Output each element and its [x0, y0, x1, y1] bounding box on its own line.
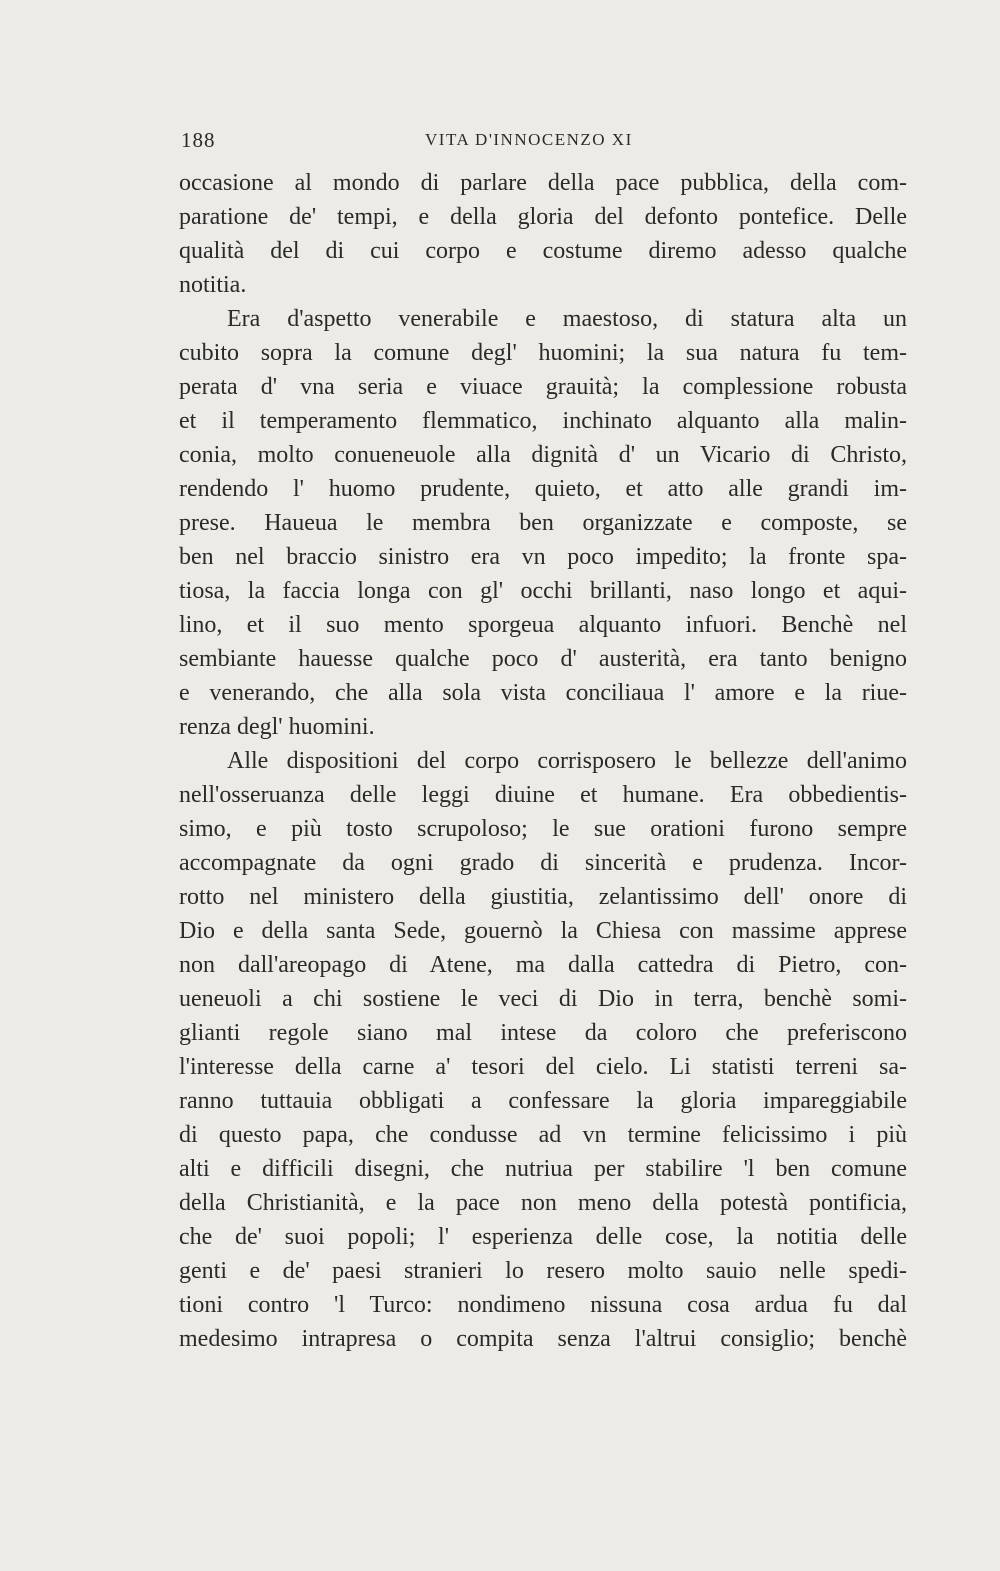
body-text	[179, 166, 907, 1356]
text-line: l'interesse della carne a' tesori del cielo. Li statisti terreni sa-	[179, 1054, 907, 1080]
text-line: e venerando, che alla sola vista conciliaua l' amore e la riue-	[179, 680, 907, 706]
text-line: nell'osseruanza delle leggi diuine et humane. Era obbedientis-	[179, 782, 907, 808]
text-line: renza degl' huomini.	[179, 714, 375, 740]
text-line: Dio e della santa Sede, gouernò la Chiesa con massime apprese	[179, 918, 907, 944]
text-line: glianti regole siano mal intese da coloro che preferiscono	[179, 1020, 907, 1046]
running-title: VITA D'INNOCENZO XI	[425, 130, 633, 149]
text-line: perata d' vna seria e viuace grauità; la complessione robusta	[179, 374, 907, 400]
text-line: et il temperamento flemmatico, inchinato alquanto alla malin-	[179, 408, 907, 434]
text-line: ranno tuttauia obbligati a confessare la gloria impareggiabile	[179, 1088, 907, 1114]
text-line: Alle dispositioni del corpo corrisposero le bellezze dell'animo	[227, 748, 907, 774]
text-line: sembiante hauesse qualche poco d' austerità, era tanto benigno	[179, 646, 907, 672]
text-line: conia, molto conueneuole alla dignità d' un Vicario di Christo,	[179, 442, 907, 468]
page-number: 188	[181, 128, 216, 152]
text-line: Era d'aspetto venerabile e maestoso, di statura alta un	[227, 306, 907, 332]
text-line: notitia.	[179, 272, 247, 298]
text-line: rendendo l' huomo prudente, quieto, et atto alle grandi im-	[179, 476, 907, 502]
text-line: ueneuoli a chi sostiene le veci di Dio in terra, benchè somi-	[179, 986, 907, 1012]
text-line: non dall'areopago di Atene, ma dalla cattedra di Pietro, con-	[179, 952, 907, 978]
text-line: paratione de' tempi, e della gloria del defonto pontefice. Delle	[179, 204, 907, 230]
text-line: che de' suoi popoli; l' esperienza delle cose, la notitia delle	[179, 1224, 907, 1250]
text-line: di questo papa, che condusse ad vn termine felicissimo i più	[179, 1122, 907, 1148]
text-line: tiosa, la faccia longa con gl' occhi brillanti, naso longo et aqui-	[179, 578, 907, 604]
text-line: genti e de' paesi stranieri lo resero molto sauio nelle spedi-	[179, 1258, 907, 1284]
text-line: lino, et il suo mento sporgeua alquanto infuori. Benchè nel	[179, 612, 907, 638]
text-line: rotto nel ministero della giustitia, zelantissimo dell' onore di	[179, 884, 907, 910]
text-line: alti e difficili disegni, che nutriua per stabilire 'l ben comune	[179, 1156, 907, 1182]
text-line: simo, e più tosto scrupoloso; le sue orationi furono sempre	[179, 816, 907, 842]
text-line: qualità del di cui corpo e costume diremo adesso qualche	[179, 238, 907, 264]
page-header	[181, 128, 655, 158]
text-line: accompagnate da ogni grado di sincerità e prudenza. Incor-	[179, 850, 907, 876]
text-line: prese. Haueua le membra ben organizzate e composte, se	[179, 510, 907, 536]
text-line: cubito sopra la comune degl' huomini; la sua natura fu tem-	[179, 340, 907, 366]
text-line: della Christianità, e la pace non meno della potestà pontificia,	[179, 1190, 907, 1216]
text-line: ben nel braccio sinistro era vn poco impedito; la fronte spa-	[179, 544, 907, 570]
text-line: occasione al mondo di parlare della pace pubblica, della com-	[179, 170, 907, 196]
text-line: medesimo intrapresa o compita senza l'altrui consiglio; benchè	[179, 1326, 907, 1352]
text-line: tioni contro 'l Turco: nondimeno nissuna cosa ardua fu dal	[179, 1292, 907, 1318]
